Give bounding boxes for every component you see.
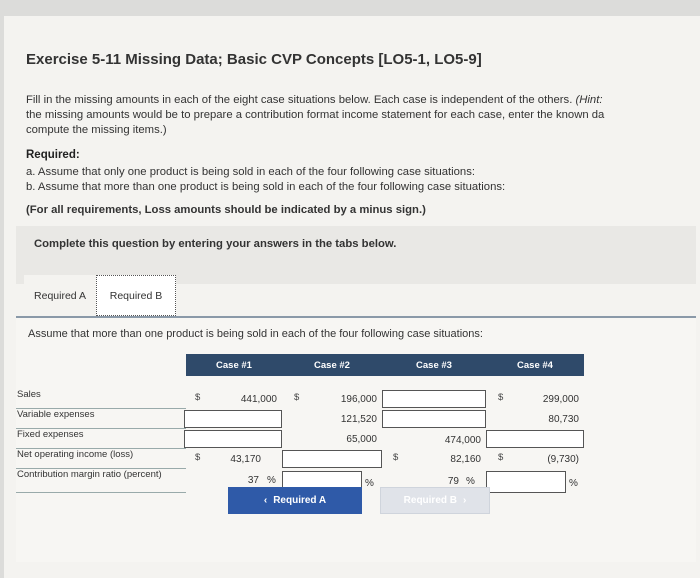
case1-net: 43,170	[230, 453, 261, 465]
row-label-variable: Variable expenses	[16, 409, 186, 429]
dollar-sign: $	[195, 392, 201, 403]
dollar-sign: $	[195, 452, 201, 463]
case1-cm: 37	[247, 474, 259, 486]
header-case-1: Case #1	[186, 354, 282, 376]
case3-fixed: 474,000	[444, 434, 481, 446]
row-label-fixed: Fixed expenses	[16, 429, 186, 449]
dollar-sign: $	[498, 392, 504, 403]
required-list	[26, 165, 505, 195]
case4-fixed-input[interactable]	[486, 430, 584, 448]
instructions-text-3: compute the missing items.)	[26, 124, 167, 136]
hint-label: (Hint:	[575, 94, 603, 106]
case3-variable-input[interactable]	[382, 410, 486, 428]
case4-sales: 299,000	[542, 393, 579, 405]
required-b-text: b. Assume that more than one product is being sold in each of the four following case situations:	[26, 181, 506, 193]
header-case-2: Case #2	[282, 354, 382, 376]
case2-sales: 196,000	[340, 393, 377, 405]
next-button-label: Required B	[403, 495, 457, 506]
case3-cm: 79	[447, 475, 459, 487]
chevron-left-icon: ‹	[263, 495, 268, 506]
header-case-4: Case #4	[486, 354, 584, 376]
case2-variable: 121,520	[340, 413, 377, 425]
prev-required-a-button[interactable]	[228, 487, 362, 514]
exercise-title: Exercise 5-11 Missing Data; Basic CVP Concepts [LO5-1, LO5-9]	[26, 51, 482, 68]
dollar-sign: $	[294, 392, 300, 403]
row-label-net: Net operating income (loss)	[16, 449, 186, 469]
percent-sign: %	[365, 478, 374, 489]
case1-variable-input[interactable]	[184, 410, 282, 428]
header-case-3: Case #3	[382, 354, 486, 376]
row-label-cm: Contribution margin ratio (percent)	[16, 469, 186, 493]
dollar-sign: $	[498, 452, 504, 463]
case1-sales: 441,000	[240, 393, 277, 405]
dollar-sign: $	[393, 452, 399, 463]
complete-instruction: Complete this question by entering your answers in the tabs below.	[34, 238, 397, 250]
case3-net: 82,160	[450, 453, 481, 465]
percent-sign: %	[466, 476, 475, 487]
case3-sales-input[interactable]	[382, 390, 486, 408]
next-required-b-button[interactable]	[380, 487, 490, 514]
required-heading: Required:	[26, 149, 80, 161]
instructions-text: Fill in the missing amounts in each of the eight case situations below. Each case is independent of the others.	[26, 94, 576, 106]
tab-required-a[interactable]: Required A	[24, 275, 96, 316]
case4-variable: 80,730	[548, 413, 579, 425]
case2-fixed: 65,000	[346, 433, 377, 445]
chevron-right-icon: ›	[463, 495, 467, 506]
loss-note: (For all requirements, Loss amounts should be indicated by a minus sign.)	[26, 204, 426, 216]
assume-text: Assume that more than one product is being sold in each of the four following case situations:	[28, 328, 483, 340]
required-a-text: a. Assume that only one product is being sold in each of the four following case situations:	[26, 166, 476, 178]
tab-required-b[interactable]: Required B	[96, 275, 176, 316]
case4-net: (9,730)	[547, 453, 579, 465]
instructions	[26, 93, 700, 138]
case4-cm-input[interactable]	[486, 471, 566, 493]
prev-button-label: Required A	[273, 495, 327, 506]
row-label-sales: Sales	[16, 389, 186, 409]
percent-sign: %	[267, 475, 276, 486]
percent-sign: %	[569, 478, 578, 489]
case2-net-input[interactable]	[282, 450, 382, 468]
instructions-text-2: the missing amounts would be to prepare a contribution format income statement for each case, enter the known da	[26, 109, 605, 121]
case1-fixed-input[interactable]	[184, 430, 282, 448]
